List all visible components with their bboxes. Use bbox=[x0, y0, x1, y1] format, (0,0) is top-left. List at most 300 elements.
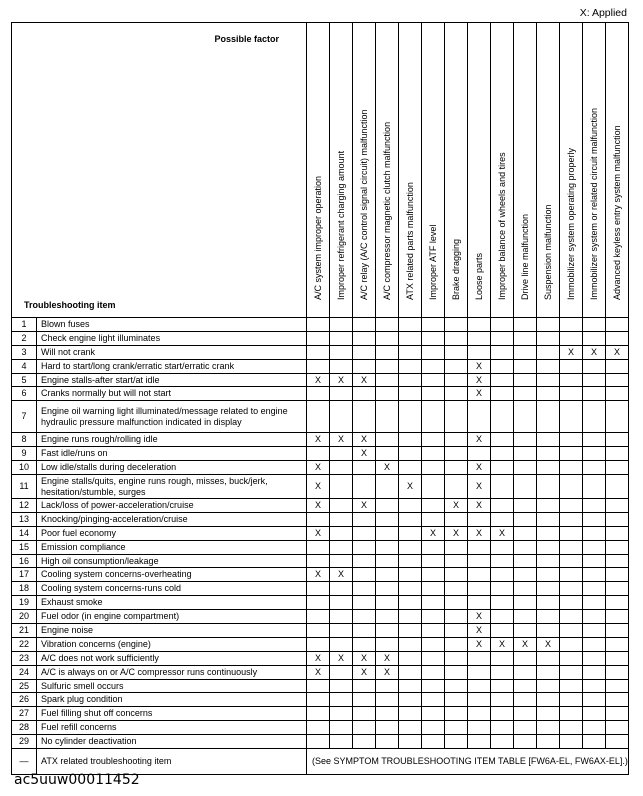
empty-cell bbox=[445, 433, 468, 447]
empty-cell bbox=[514, 610, 537, 624]
empty-cell bbox=[307, 721, 330, 735]
empty-cell bbox=[560, 568, 583, 582]
empty-cell bbox=[376, 610, 399, 624]
empty-cell bbox=[399, 461, 422, 475]
empty-cell bbox=[606, 721, 629, 735]
empty-cell bbox=[445, 735, 468, 749]
empty-cell bbox=[560, 475, 583, 499]
empty-cell bbox=[468, 693, 491, 707]
empty-cell bbox=[583, 387, 606, 401]
empty-cell bbox=[330, 512, 353, 526]
troubleshooting-item: Check engine light illuminates bbox=[37, 331, 307, 345]
empty-cell bbox=[514, 499, 537, 513]
empty-cell bbox=[399, 596, 422, 610]
troubleshooting-item: Hard to start/long crank/erratic start/erratic crank bbox=[37, 359, 307, 373]
row-number: — bbox=[12, 749, 37, 775]
row-number: 8 bbox=[12, 433, 37, 447]
empty-cell bbox=[468, 679, 491, 693]
applied-mark: X bbox=[307, 433, 330, 447]
empty-cell bbox=[537, 433, 560, 447]
factor-label: Brake dragging bbox=[451, 238, 461, 300]
applied-mark: X bbox=[468, 637, 491, 651]
empty-cell bbox=[330, 387, 353, 401]
empty-cell bbox=[307, 707, 330, 721]
empty-cell bbox=[445, 651, 468, 665]
empty-cell bbox=[353, 693, 376, 707]
image-code: ac5uuw00011452 bbox=[14, 772, 140, 788]
empty-cell bbox=[606, 359, 629, 373]
empty-cell bbox=[583, 318, 606, 332]
factor-label: Drive line malfunction bbox=[520, 213, 530, 300]
applied-mark: X bbox=[468, 373, 491, 387]
empty-cell bbox=[307, 735, 330, 749]
empty-cell bbox=[353, 596, 376, 610]
empty-cell bbox=[606, 735, 629, 749]
applied-mark: X bbox=[307, 651, 330, 665]
empty-cell bbox=[399, 624, 422, 638]
applied-mark: X bbox=[468, 387, 491, 401]
table-row bbox=[12, 499, 629, 513]
empty-cell bbox=[606, 637, 629, 651]
empty-cell bbox=[491, 475, 514, 499]
header-row bbox=[12, 23, 629, 318]
empty-cell bbox=[560, 447, 583, 461]
empty-cell bbox=[330, 401, 353, 433]
empty-cell bbox=[353, 624, 376, 638]
empty-cell bbox=[445, 447, 468, 461]
row-number: 6 bbox=[12, 387, 37, 401]
empty-cell bbox=[606, 331, 629, 345]
applied-mark: X bbox=[330, 568, 353, 582]
empty-cell bbox=[399, 568, 422, 582]
factor-label: A/C system improper operation bbox=[313, 175, 323, 300]
table-row bbox=[12, 693, 629, 707]
empty-cell bbox=[353, 345, 376, 359]
empty-cell bbox=[560, 665, 583, 679]
empty-cell bbox=[422, 679, 445, 693]
empty-cell bbox=[491, 596, 514, 610]
possible-factor-label: Possible factor bbox=[214, 34, 279, 44]
empty-cell bbox=[445, 721, 468, 735]
factor-header bbox=[606, 23, 629, 318]
empty-cell bbox=[606, 707, 629, 721]
empty-cell bbox=[606, 596, 629, 610]
empty-cell bbox=[583, 610, 606, 624]
empty-cell bbox=[445, 707, 468, 721]
applied-mark: X bbox=[491, 637, 514, 651]
empty-cell bbox=[537, 693, 560, 707]
empty-cell bbox=[330, 461, 353, 475]
empty-cell bbox=[376, 433, 399, 447]
empty-cell bbox=[560, 596, 583, 610]
applied-mark: X bbox=[330, 433, 353, 447]
applied-mark: X bbox=[330, 373, 353, 387]
empty-cell bbox=[514, 679, 537, 693]
empty-cell bbox=[583, 582, 606, 596]
empty-cell bbox=[422, 665, 445, 679]
applied-mark: X bbox=[468, 461, 491, 475]
empty-cell bbox=[583, 735, 606, 749]
empty-cell bbox=[399, 735, 422, 749]
empty-cell bbox=[399, 540, 422, 554]
empty-cell bbox=[583, 526, 606, 540]
empty-cell bbox=[445, 568, 468, 582]
empty-cell bbox=[353, 721, 376, 735]
empty-cell bbox=[491, 447, 514, 461]
empty-cell bbox=[307, 637, 330, 651]
empty-cell bbox=[606, 540, 629, 554]
empty-cell bbox=[468, 707, 491, 721]
empty-cell bbox=[514, 433, 537, 447]
empty-cell bbox=[583, 554, 606, 568]
table-row bbox=[12, 637, 629, 651]
empty-cell bbox=[445, 554, 468, 568]
empty-cell bbox=[445, 693, 468, 707]
empty-cell bbox=[583, 665, 606, 679]
empty-cell bbox=[583, 461, 606, 475]
empty-cell bbox=[514, 665, 537, 679]
empty-cell bbox=[537, 665, 560, 679]
empty-cell bbox=[560, 331, 583, 345]
empty-cell bbox=[330, 554, 353, 568]
empty-cell bbox=[468, 735, 491, 749]
empty-cell bbox=[376, 637, 399, 651]
applied-mark: X bbox=[514, 637, 537, 651]
empty-cell bbox=[537, 610, 560, 624]
table-row bbox=[12, 554, 629, 568]
empty-cell bbox=[606, 373, 629, 387]
empty-cell bbox=[445, 637, 468, 651]
empty-cell bbox=[537, 447, 560, 461]
troubleshooting-item: Knocking/pinging-acceleration/cruise bbox=[37, 512, 307, 526]
empty-cell bbox=[491, 707, 514, 721]
legend: X: Applied bbox=[579, 7, 627, 19]
table-row bbox=[12, 318, 629, 332]
empty-cell bbox=[560, 735, 583, 749]
empty-cell bbox=[353, 475, 376, 499]
empty-cell bbox=[422, 461, 445, 475]
troubleshooting-item: Fuel odor (in engine compartment) bbox=[37, 610, 307, 624]
empty-cell bbox=[583, 596, 606, 610]
empty-cell bbox=[537, 540, 560, 554]
troubleshooting-item: A/C is always on or A/C compressor runs continuously bbox=[37, 665, 307, 679]
empty-cell bbox=[445, 582, 468, 596]
empty-cell bbox=[468, 318, 491, 332]
empty-cell bbox=[330, 707, 353, 721]
empty-cell bbox=[376, 679, 399, 693]
empty-cell bbox=[376, 596, 399, 610]
empty-cell bbox=[307, 554, 330, 568]
empty-cell bbox=[399, 610, 422, 624]
empty-cell bbox=[560, 359, 583, 373]
row-number: 7 bbox=[12, 401, 37, 433]
empty-cell bbox=[560, 387, 583, 401]
empty-cell bbox=[583, 693, 606, 707]
empty-cell bbox=[468, 401, 491, 433]
applied-mark: X bbox=[376, 651, 399, 665]
table-row bbox=[12, 359, 629, 373]
empty-cell bbox=[353, 512, 376, 526]
troubleshooting-item: Poor fuel economy bbox=[37, 526, 307, 540]
applied-mark: X bbox=[376, 665, 399, 679]
empty-cell bbox=[399, 387, 422, 401]
troubleshooting-table bbox=[11, 22, 629, 775]
factor-header bbox=[537, 23, 560, 318]
empty-cell bbox=[376, 447, 399, 461]
row-number: 17 bbox=[12, 568, 37, 582]
table-row bbox=[12, 568, 629, 582]
troubleshooting-item: Sulfuric smell occurs bbox=[37, 679, 307, 693]
empty-cell bbox=[468, 721, 491, 735]
empty-cell bbox=[353, 679, 376, 693]
empty-cell bbox=[445, 387, 468, 401]
empty-cell bbox=[330, 735, 353, 749]
empty-cell bbox=[307, 359, 330, 373]
empty-cell bbox=[330, 582, 353, 596]
empty-cell bbox=[445, 373, 468, 387]
applied-mark: X bbox=[491, 526, 514, 540]
empty-cell bbox=[606, 582, 629, 596]
empty-cell bbox=[491, 318, 514, 332]
empty-cell bbox=[537, 721, 560, 735]
empty-cell bbox=[399, 499, 422, 513]
empty-cell bbox=[491, 401, 514, 433]
empty-cell bbox=[399, 554, 422, 568]
factor-header bbox=[560, 23, 583, 318]
empty-cell bbox=[376, 540, 399, 554]
applied-mark: X bbox=[445, 526, 468, 540]
empty-cell bbox=[376, 512, 399, 526]
row-number: 5 bbox=[12, 373, 37, 387]
table-row bbox=[12, 401, 629, 433]
empty-cell bbox=[606, 512, 629, 526]
empty-cell bbox=[583, 475, 606, 499]
empty-cell bbox=[353, 318, 376, 332]
empty-cell bbox=[560, 433, 583, 447]
empty-cell bbox=[353, 554, 376, 568]
empty-cell bbox=[514, 447, 537, 461]
applied-mark: X bbox=[353, 373, 376, 387]
empty-cell bbox=[583, 707, 606, 721]
empty-cell bbox=[560, 554, 583, 568]
applied-mark: X bbox=[353, 433, 376, 447]
empty-cell bbox=[606, 499, 629, 513]
empty-cell bbox=[376, 318, 399, 332]
factor-label: Immobilizer system or related circuit malfunction bbox=[589, 107, 599, 300]
applied-mark: X bbox=[468, 526, 491, 540]
empty-cell bbox=[399, 331, 422, 345]
empty-cell bbox=[376, 345, 399, 359]
factor-header bbox=[445, 23, 468, 318]
empty-cell bbox=[583, 512, 606, 526]
empty-cell bbox=[537, 526, 560, 540]
empty-cell bbox=[399, 433, 422, 447]
empty-cell bbox=[399, 401, 422, 433]
empty-cell bbox=[468, 512, 491, 526]
empty-cell bbox=[491, 373, 514, 387]
empty-cell bbox=[330, 331, 353, 345]
empty-cell bbox=[376, 401, 399, 433]
empty-cell bbox=[330, 637, 353, 651]
empty-cell bbox=[560, 651, 583, 665]
troubleshooting-item: High oil consumption/leakage bbox=[37, 554, 307, 568]
applied-mark: X bbox=[468, 610, 491, 624]
empty-cell bbox=[491, 651, 514, 665]
empty-cell bbox=[537, 679, 560, 693]
troubleshooting-item: Blown fuses bbox=[37, 318, 307, 332]
empty-cell bbox=[422, 721, 445, 735]
empty-cell bbox=[399, 637, 422, 651]
row-number: 12 bbox=[12, 499, 37, 513]
empty-cell bbox=[491, 554, 514, 568]
empty-cell bbox=[376, 554, 399, 568]
empty-cell bbox=[560, 401, 583, 433]
row-number: 16 bbox=[12, 554, 37, 568]
table-row bbox=[12, 461, 629, 475]
empty-cell bbox=[445, 345, 468, 359]
empty-cell bbox=[399, 651, 422, 665]
empty-cell bbox=[422, 582, 445, 596]
factor-header bbox=[399, 23, 422, 318]
empty-cell bbox=[353, 461, 376, 475]
empty-cell bbox=[491, 540, 514, 554]
troubleshooting-item: Will not crank bbox=[37, 345, 307, 359]
empty-cell bbox=[468, 651, 491, 665]
empty-cell bbox=[606, 651, 629, 665]
applied-mark: X bbox=[307, 665, 330, 679]
empty-cell bbox=[399, 526, 422, 540]
empty-cell bbox=[422, 651, 445, 665]
empty-cell bbox=[583, 624, 606, 638]
empty-cell bbox=[606, 475, 629, 499]
empty-cell bbox=[583, 373, 606, 387]
troubleshooting-item: Vibration concerns (engine) bbox=[37, 637, 307, 651]
troubleshooting-item: Cooling system concerns-overheating bbox=[37, 568, 307, 582]
empty-cell bbox=[330, 596, 353, 610]
applied-mark: X bbox=[353, 499, 376, 513]
empty-cell bbox=[399, 345, 422, 359]
empty-cell bbox=[468, 582, 491, 596]
empty-cell bbox=[376, 373, 399, 387]
empty-cell bbox=[560, 582, 583, 596]
empty-cell bbox=[422, 735, 445, 749]
applied-mark: X bbox=[307, 526, 330, 540]
factor-header bbox=[491, 23, 514, 318]
troubleshooting-item: A/C does not work sufficiently bbox=[37, 651, 307, 665]
applied-mark: X bbox=[307, 461, 330, 475]
empty-cell bbox=[445, 475, 468, 499]
empty-cell bbox=[491, 331, 514, 345]
empty-cell bbox=[606, 387, 629, 401]
empty-cell bbox=[376, 693, 399, 707]
empty-cell bbox=[353, 401, 376, 433]
applied-mark: X bbox=[376, 461, 399, 475]
empty-cell bbox=[399, 679, 422, 693]
empty-cell bbox=[445, 512, 468, 526]
empty-cell bbox=[606, 610, 629, 624]
troubleshooting-item: Engine noise bbox=[37, 624, 307, 638]
empty-cell bbox=[514, 387, 537, 401]
empty-cell bbox=[583, 359, 606, 373]
empty-cell bbox=[445, 318, 468, 332]
empty-cell bbox=[422, 624, 445, 638]
applied-mark: X bbox=[307, 499, 330, 513]
empty-cell bbox=[399, 318, 422, 332]
empty-cell bbox=[491, 568, 514, 582]
empty-cell bbox=[537, 707, 560, 721]
empty-cell bbox=[606, 568, 629, 582]
troubleshooting-item: Low idle/stalls during deceleration bbox=[37, 461, 307, 475]
troubleshooting-item: Cooling system concerns-runs cold bbox=[37, 582, 307, 596]
applied-mark: X bbox=[307, 373, 330, 387]
empty-cell bbox=[307, 693, 330, 707]
row-number: 20 bbox=[12, 610, 37, 624]
empty-cell bbox=[514, 721, 537, 735]
empty-cell bbox=[422, 512, 445, 526]
empty-cell bbox=[376, 331, 399, 345]
row-number: 22 bbox=[12, 637, 37, 651]
troubleshooting-item: Engine oil warning light illuminated/message related to engine hydraulic pressure malfunction indicated in display bbox=[37, 401, 307, 433]
empty-cell bbox=[583, 721, 606, 735]
empty-cell bbox=[537, 401, 560, 433]
empty-cell bbox=[491, 582, 514, 596]
empty-cell bbox=[583, 679, 606, 693]
empty-cell bbox=[376, 721, 399, 735]
factor-label: Improper refrigerant charging amount bbox=[336, 150, 346, 300]
empty-cell bbox=[422, 610, 445, 624]
row-number: 21 bbox=[12, 624, 37, 638]
empty-cell bbox=[491, 679, 514, 693]
empty-cell bbox=[606, 401, 629, 433]
empty-cell bbox=[330, 359, 353, 373]
empty-cell bbox=[330, 693, 353, 707]
table-row bbox=[12, 651, 629, 665]
empty-cell bbox=[399, 721, 422, 735]
empty-cell bbox=[353, 331, 376, 345]
factor-header bbox=[307, 23, 330, 318]
empty-cell bbox=[514, 651, 537, 665]
empty-cell bbox=[422, 554, 445, 568]
troubleshooting-item: Engine stalls-after start/at idle bbox=[37, 373, 307, 387]
atx-reference-note: (See SYMPTOM TROUBLESHOOTING ITEM TABLE [FW6A-EL, FW6AX-EL].) bbox=[307, 749, 629, 775]
empty-cell bbox=[307, 596, 330, 610]
empty-cell bbox=[514, 554, 537, 568]
empty-cell bbox=[560, 512, 583, 526]
troubleshooting-item: Spark plug condition bbox=[37, 693, 307, 707]
empty-cell bbox=[307, 610, 330, 624]
row-number: 9 bbox=[12, 447, 37, 461]
empty-cell bbox=[583, 568, 606, 582]
troubleshooting-item: No cylinder deactivation bbox=[37, 735, 307, 749]
empty-cell bbox=[399, 707, 422, 721]
empty-cell bbox=[514, 540, 537, 554]
empty-cell bbox=[514, 318, 537, 332]
table-row bbox=[12, 582, 629, 596]
applied-mark: X bbox=[583, 345, 606, 359]
troubleshooting-item: Fuel filling shut off concerns bbox=[37, 707, 307, 721]
empty-cell bbox=[445, 331, 468, 345]
empty-cell bbox=[353, 387, 376, 401]
troubleshooting-item: Engine runs rough/rolling idle bbox=[37, 433, 307, 447]
empty-cell bbox=[307, 624, 330, 638]
empty-cell bbox=[491, 624, 514, 638]
empty-cell bbox=[353, 568, 376, 582]
table-row bbox=[12, 526, 629, 540]
empty-cell bbox=[445, 359, 468, 373]
applied-mark: X bbox=[307, 475, 330, 499]
empty-cell bbox=[560, 721, 583, 735]
troubleshooting-item: ATX related troubleshooting item bbox=[37, 749, 307, 775]
